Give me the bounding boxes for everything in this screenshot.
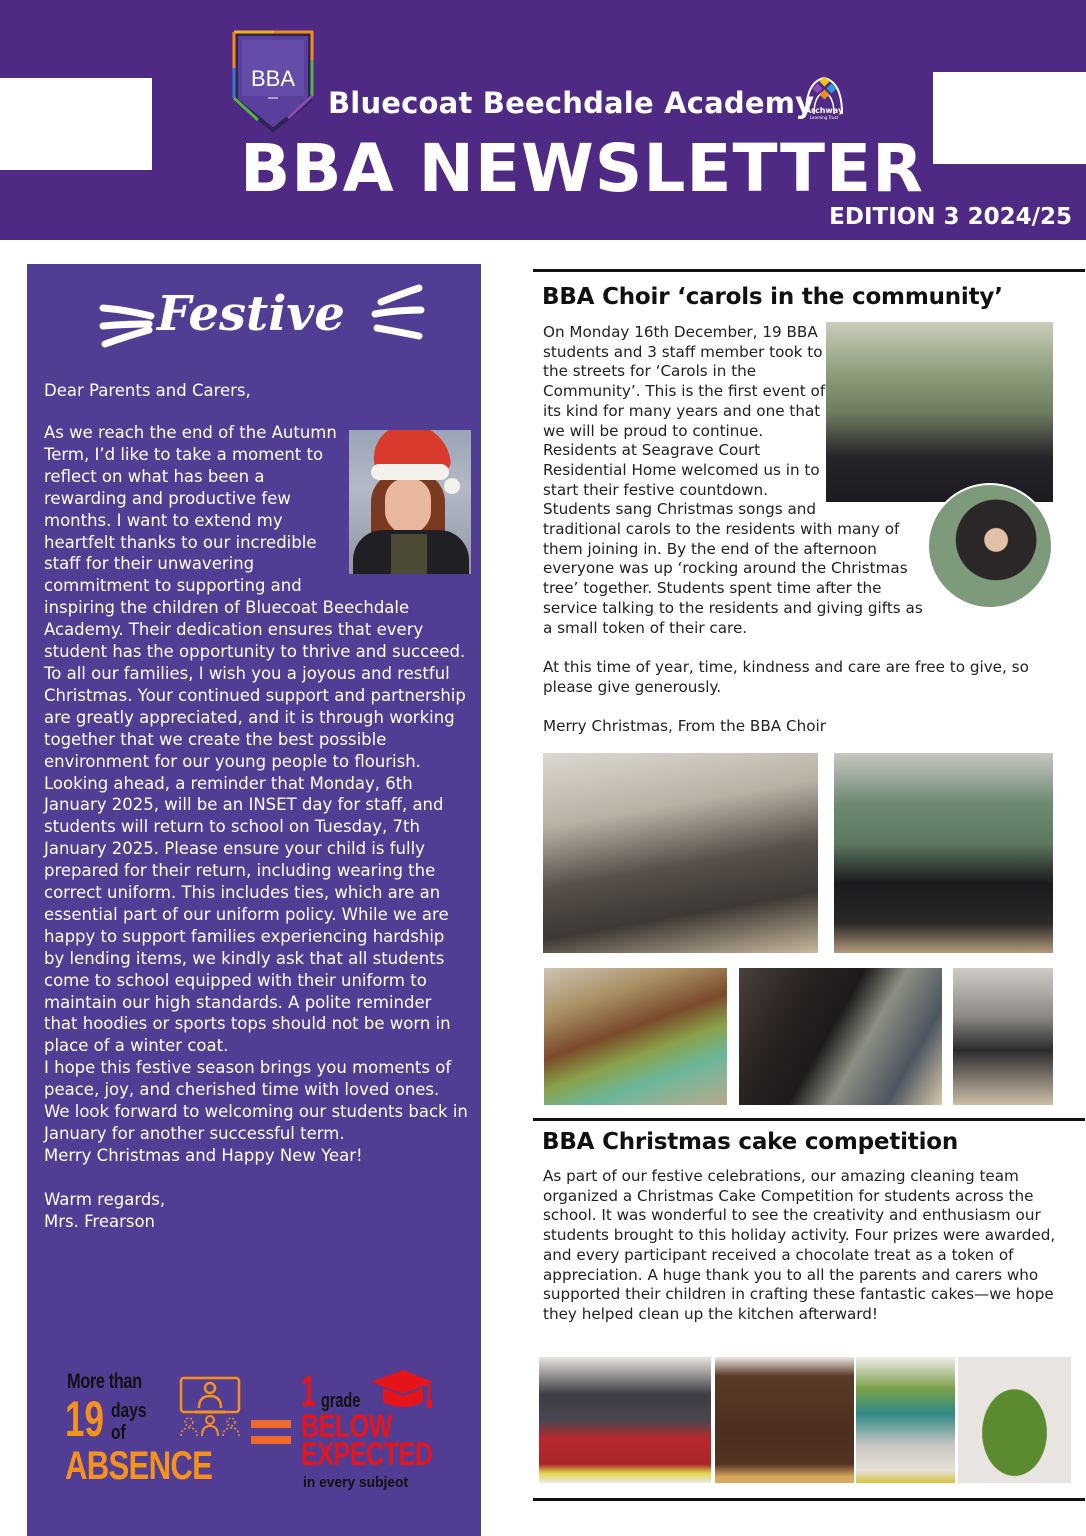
letter-paragraph: As we reach the end of the Autumn Term, I’d like to take a moment to reflect on what has been a rewarding and productive few months. I want to extend my heartfelt thanks to our incredible staff for their unwavering commitment to supporting and inspiring the children of Bluecoat Beechdale Academy. Their dedication ensures that every student has the opportunity to thrive and succeed. (44, 423, 466, 662)
choir-leader-photo (927, 483, 1053, 609)
below-word: BELOW (301, 1408, 392, 1444)
choir-heading: BBA Choir ‘carols in the community’ (542, 284, 1003, 310)
burst-lines-right-icon (367, 280, 427, 350)
student-with-resident-photo (544, 968, 727, 1105)
choir-singing-photo (834, 753, 1053, 953)
festive-banner-text: Festive (157, 286, 345, 342)
equals-sign-icon (251, 1420, 291, 1446)
svg-text:BBA: BBA (250, 66, 296, 91)
trust-subtitle: Learning Trust (809, 115, 839, 120)
letter-signature: Mrs. Frearson (44, 1211, 156, 1231)
trust-name: Archway (804, 106, 844, 115)
grade-number: 1 (301, 1367, 316, 1416)
students-by-tree-photo (739, 968, 942, 1105)
absence-infographic (65, 1364, 445, 1494)
staff-dancing-photo (953, 968, 1053, 1105)
edition-label: EDITION 3 2024/25 (829, 204, 1072, 230)
letter-body (44, 422, 469, 1233)
absence-more-than: More than (67, 1370, 142, 1393)
headteacher-letter-panel (27, 264, 481, 1536)
letter-paragraph: Looking ahead, a reminder that Monday, 6th January 2025, will be an INSET day for staff, and students will return to school on Tuesday, 7th January 2025. Please ensure your child is fully prepared for their return, including wearing the correct uniform. This includes ties, which are an essential part of our uniform policy. While we are happy to support families experiencing hardship by lending items, we kindly ask that all students come to school equipped with their uniform to maintain our high standards. A polite reminder that hoodies or sports tops should not be worn in place of a winter coat. (44, 773, 451, 1056)
cake-article (543, 1167, 1063, 1325)
chocolate-cake-photo (715, 1357, 854, 1483)
school-name: Bluecoat Beechdale Academy (328, 86, 815, 120)
letter-greeting: Dear Parents and Carers, (44, 381, 251, 400)
section-divider (533, 1118, 1085, 1121)
cake-heading: BBA Christmas cake competition (542, 1129, 959, 1155)
letter-paragraph: Merry Christmas and Happy New Year! (44, 1145, 363, 1165)
classroom-icon (177, 1374, 243, 1440)
choir-signoff: Merry Christmas, From the BBA Choir (543, 717, 826, 736)
burst-lines-left-icon (97, 286, 157, 356)
choir-group-photo (826, 322, 1053, 502)
newsletter-title: BBA NEWSLETTER (240, 130, 924, 207)
snowman-tree-cake-photo (958, 1357, 1071, 1483)
choir-paragraph: On Monday 16th December, 19 BBA students and 3 staff member took to the streets for ‘Carols in the Community’. This is the first event of its kind for many years and one that we will be proud to continue. Residents at Seagrave Court Residential Home welcomed us in to start their festive countdown. Students sang Christmas songs and traditional carols to the residents with many of them joining in. By the end of the afternoon everyone was up ‘rocking around the Christmas tree’ together. Students spent time after the service talking to the residents and giving gifts as a small token of their care. (543, 323, 923, 637)
absence-days-word: days (111, 1400, 147, 1422)
dancing-residents-photo (543, 753, 818, 953)
every-subject: in every subjeot (303, 1474, 409, 1491)
absence-days-number: 19 (65, 1391, 104, 1447)
grade-word: grade (321, 1390, 361, 1412)
absence-word: ABSENCE (65, 1444, 213, 1488)
below-expected (301, 1408, 433, 1472)
expected-word: EXPECTED (301, 1436, 433, 1472)
cake-paragraph: As part of our festive celebrations, our amazing cleaning team organized a Christmas Cake Competition for students across the school. It was wonderful to see the creativity and enthusiasm our students brought to this holiday activity. Four prizes were awarded, and every participant received a chocolate treat as a token of appreciation. A huge thank you to all the parents and carers who supported their children in crafting these fantastic cakes—we hope they helped clean up the kitchen afterward! (543, 1167, 1056, 1323)
section-divider (533, 1498, 1085, 1501)
headteacher-photo (349, 430, 471, 574)
absence-days-label (111, 1400, 147, 1444)
header-white-block-left (0, 78, 152, 170)
letter-signoff: Warm regards, (44, 1189, 166, 1209)
graduation-cap-icon (367, 1368, 437, 1412)
letter-paragraph: To all our families, I wish you a joyous and restful Christmas. Your continued support and partnership are greatly appreciated, and it is through working together that we create the best possible environment for our young people to flourish. (44, 663, 466, 771)
letter-paragraph: I hope this festive season brings you moments of peace, joy, and cherished time with loved ones. We look forward to welcoming our students back in January for another successful term. (44, 1058, 468, 1143)
header-white-block-right (933, 72, 1086, 164)
jingle-bell-rock-cake-photo (856, 1357, 955, 1483)
newsletter-header (0, 0, 1086, 240)
section-divider (533, 269, 1085, 272)
choir-paragraph: At this time of year, time, kindness and care are free to give, so please give generously. (543, 657, 1029, 696)
festive-banner (97, 276, 427, 362)
sleigh-cake-photo (539, 1357, 711, 1483)
school-crest-icon (232, 30, 314, 134)
absence-of-word: of (111, 1422, 126, 1444)
